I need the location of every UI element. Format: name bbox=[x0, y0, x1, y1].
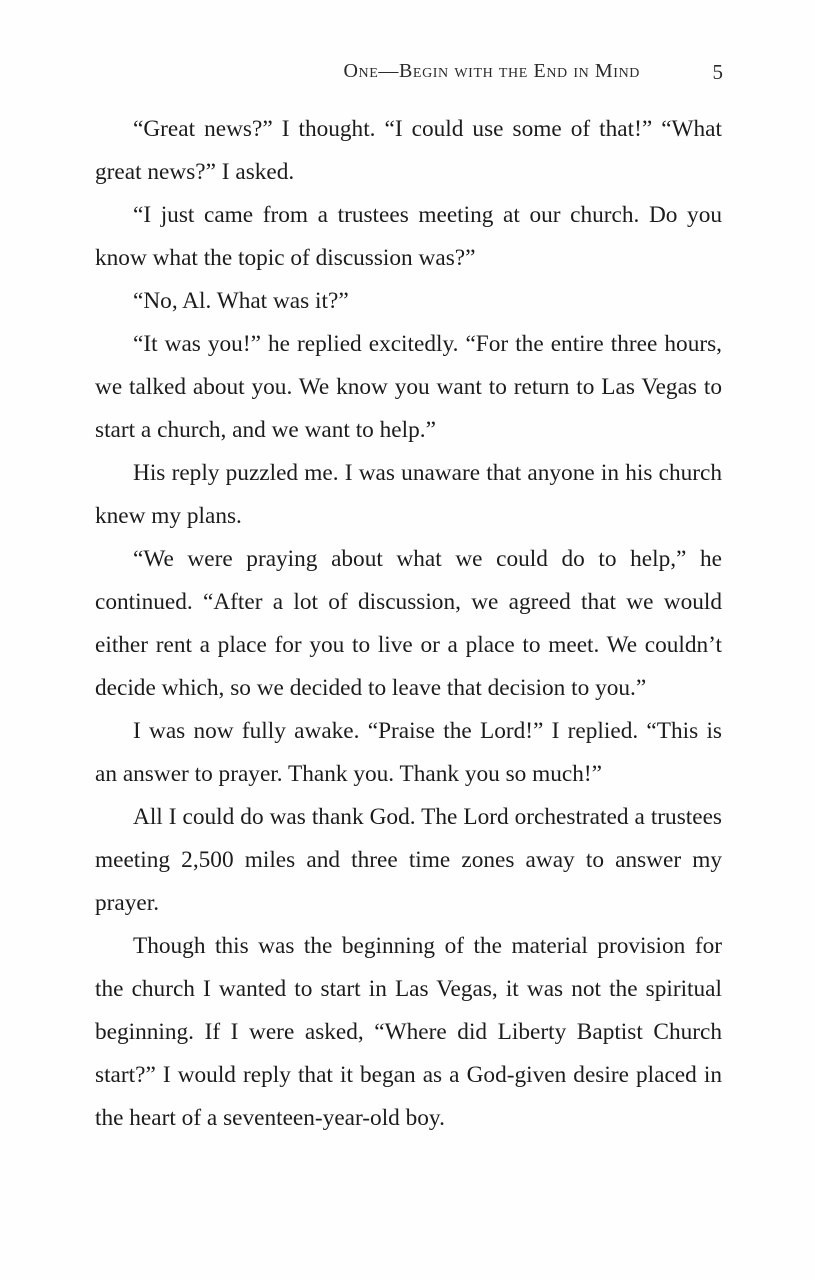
paragraph: “We were praying about what we could do to help,” he continued. “After a lot of discussion, we agreed that we would either rent a place for you to live or a place to meet. We couldn’t decide which, so we decided to leave that decision to you.” bbox=[95, 546, 722, 701]
paragraph: Though this was the beginning of the material provision for the church I wanted to start in Las Vegas, it was not the spiritual beginning. If I were asked, “Where did Liberty Baptist Church start?” I would reply that it began as a God-given desire placed in the heart of a seventeen-year-old boy. bbox=[95, 933, 722, 1131]
paragraph: “No, Al. What was it?” bbox=[133, 288, 349, 314]
paragraph: “I just came from a trustees meeting at our church. Do you know what the topic of discussion was?” bbox=[95, 202, 722, 271]
chapter-title: One—Begin with the End in Mind bbox=[343, 60, 640, 82]
paragraph: His reply puzzled me. I was unaware that anyone in his church knew my plans. bbox=[95, 460, 722, 529]
paragraph: “It was you!” he replied excitedly. “For the entire three hours, we talked about you. We know you want to return to Las Vegas to start a church, and we want to help.” bbox=[95, 331, 722, 443]
paragraph: “Great news?” I thought. “I could use some of that!” “What great news?” I asked. bbox=[95, 116, 722, 185]
page-number: 5 bbox=[712, 60, 723, 84]
body-text bbox=[95, 108, 722, 1140]
paragraph: All I could do was thank God. The Lord orchestrated a trustees meeting 2,500 miles and three time zones away to answer my prayer. bbox=[95, 804, 722, 916]
running-head bbox=[0, 60, 815, 90]
paragraph: I was now fully awake. “Praise the Lord!” I replied. “This is an answer to prayer. Thank you. Thank you so much!” bbox=[95, 718, 722, 787]
